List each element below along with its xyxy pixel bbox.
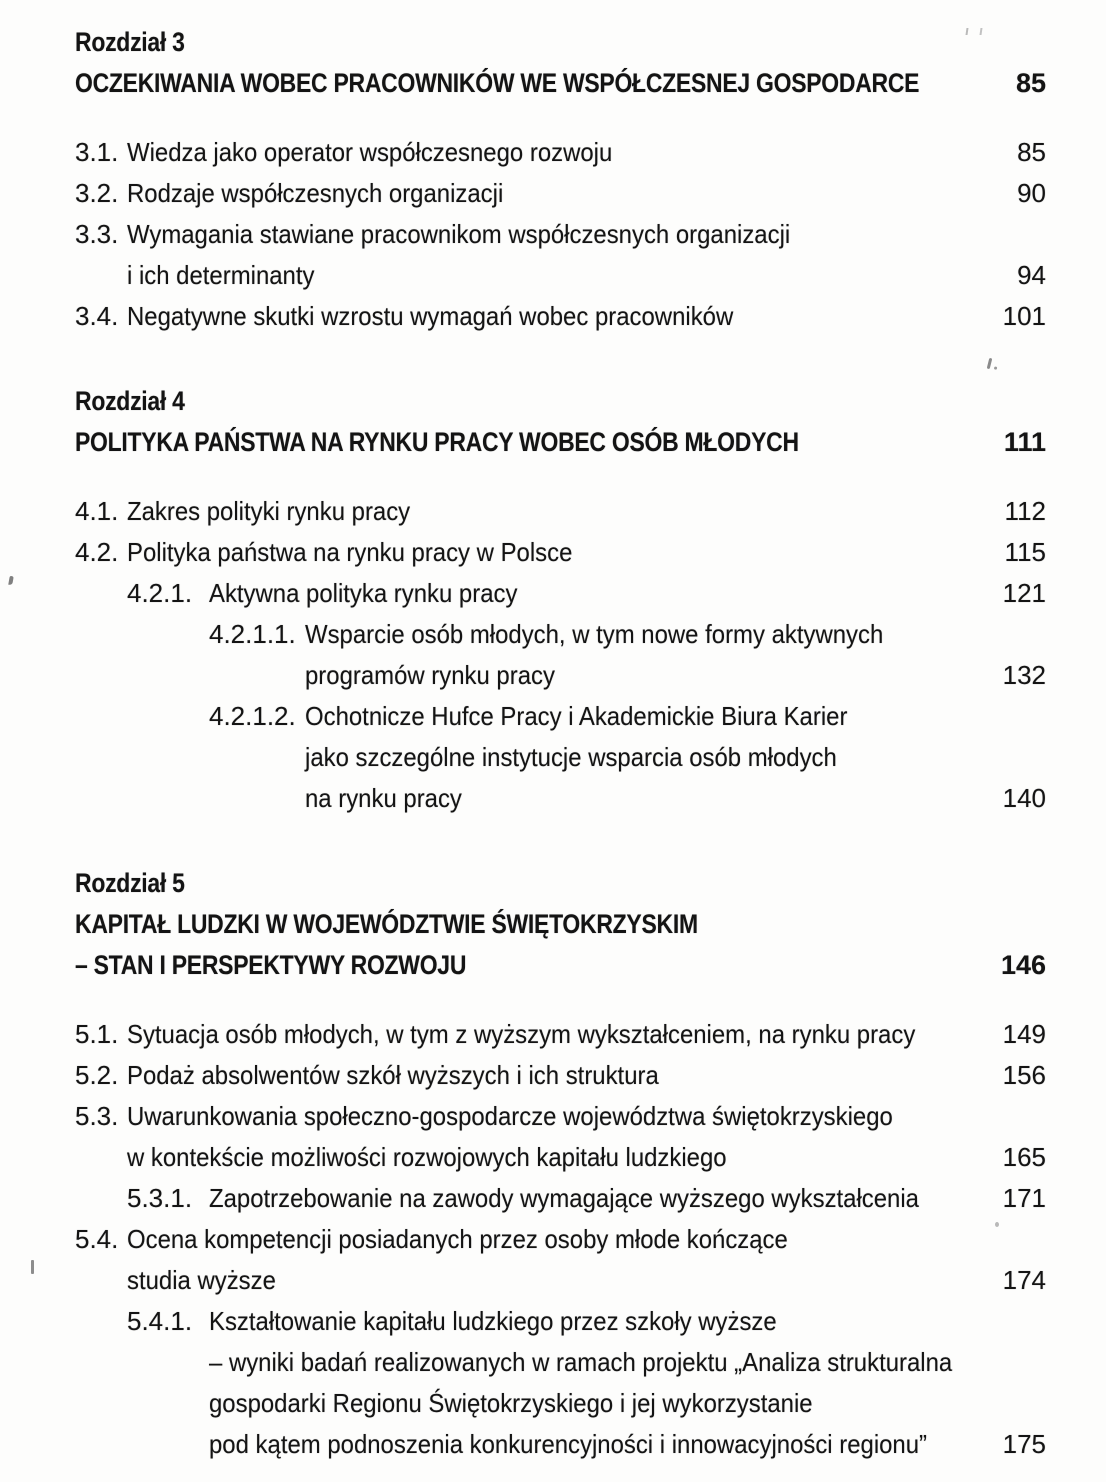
entry-page-number: 156 xyxy=(1002,1060,1046,1090)
chapter-label-text: Rozdział 3 xyxy=(75,27,185,57)
entry-text: Negatywne skutki wzrostu wymagań wobec pracowników xyxy=(127,301,734,331)
chapter-title-line xyxy=(75,904,1046,945)
entry-number: 4.2.1. xyxy=(127,578,193,608)
toc-entry xyxy=(75,1014,1046,1055)
entry-text: Aktywna polityka rynku pracy xyxy=(209,578,518,608)
entry-number: 5.4.1. xyxy=(127,1306,193,1336)
entry-text: Wiedza jako operator współczesnego rozwoju xyxy=(127,137,613,167)
toc-entry xyxy=(75,214,1046,255)
entry-page-number: 175 xyxy=(1002,1429,1046,1459)
entry-number: 4.2.1.2. xyxy=(209,701,296,731)
scan-artifact xyxy=(995,1222,999,1227)
toc-entry-continuation xyxy=(75,1137,1046,1178)
spacer xyxy=(75,986,1046,1014)
chapter-title-line xyxy=(75,945,1046,986)
entry-text: Zapotrzebowanie na zawody wymagające wyższego wykształcenia xyxy=(209,1183,919,1213)
chapter-title-text: – STAN I PERSPEKTYWY ROZWOJU xyxy=(75,950,467,980)
entry-text: Kształtowanie kapitału ludzkiego przez szkoły wyższe xyxy=(209,1306,777,1336)
entry-number: 3.3. xyxy=(75,219,119,249)
entry-page-number: 115 xyxy=(1004,537,1046,567)
toc-entry xyxy=(75,1301,1046,1342)
chapter-title-line xyxy=(75,422,1046,463)
toc-entry xyxy=(75,532,1046,573)
toc-entry-continuation xyxy=(75,1260,1046,1301)
table-of-contents xyxy=(75,22,1046,1465)
entry-text: w kontekście możliwości rozwojowych kapitału ludzkiego xyxy=(127,1142,727,1172)
chapter-title-text: KAPITAŁ LUDZKI W WOJEWÓDZTWIE ŚWIĘTOKRZYSKIM xyxy=(75,909,698,939)
chapter-page-number: 85 xyxy=(1015,68,1046,98)
entry-number: 3.2. xyxy=(75,178,119,208)
entry-number: 5.2. xyxy=(75,1060,119,1090)
entry-text: Polityka państwa na rynku pracy w Polsce xyxy=(127,537,573,567)
entry-number: 3.1. xyxy=(75,137,119,167)
toc-entry xyxy=(75,614,1046,655)
entry-page-number: 101 xyxy=(1002,301,1046,331)
chapter-label-text: Rozdział 5 xyxy=(75,868,185,898)
toc-entry-continuation xyxy=(75,737,1046,778)
toc-entry-continuation xyxy=(75,655,1046,696)
toc-entry-continuation xyxy=(75,1424,1046,1465)
chapter-label-text: Rozdział 4 xyxy=(75,386,185,416)
chapter-page-number: 111 xyxy=(1003,427,1046,457)
entry-number: 5.4. xyxy=(75,1224,119,1254)
entry-text: jako szczególne instytucje wsparcia osób młodych xyxy=(305,742,837,772)
scan-artifact xyxy=(966,28,983,35)
entry-text: Uwarunkowania społeczno-gospodarcze województwa świętokrzyskiego xyxy=(127,1101,893,1131)
entry-page-number: 149 xyxy=(1002,1019,1046,1049)
toc-entry xyxy=(75,173,1046,214)
toc-entry-continuation xyxy=(75,1383,1046,1424)
entry-text: Wymagania stawiane pracownikom współczesnych organizacji xyxy=(127,219,791,249)
toc-entry-continuation xyxy=(75,778,1046,819)
entry-page-number: 171 xyxy=(1002,1183,1046,1213)
toc-entry xyxy=(75,132,1046,173)
toc-entry xyxy=(75,491,1046,532)
entry-number: 4.2.1.1. xyxy=(209,619,296,649)
entry-text: Ocena kompetencji posiadanych przez osoby młode kończące xyxy=(127,1224,788,1254)
entry-text: Sytuacja osób młodych, w tym z wyższym wykształceniem, na rynku pracy xyxy=(127,1019,916,1049)
scan-artifact xyxy=(8,576,14,586)
chapter-label xyxy=(75,22,1046,63)
chapter-title-text: OCZEKIWANIA WOBEC PRACOWNIKÓW WE WSPÓŁCZESNEJ GOSPODARCE xyxy=(75,68,920,98)
spacer xyxy=(75,337,1046,381)
entry-text: pod kątem podnoszenia konkurencyjności i innowacyjności regionu” xyxy=(209,1429,928,1459)
entry-text: gospodarki Regionu Świętokrzyskiego i jej wykorzystanie xyxy=(209,1388,813,1418)
entry-page-number: 90 xyxy=(1017,178,1046,208)
toc-entry-continuation xyxy=(75,255,1046,296)
spacer xyxy=(75,819,1046,863)
entry-page-number: 121 xyxy=(1002,578,1046,608)
entry-text: Rodzaje współczesnych organizacji xyxy=(127,178,504,208)
toc-entry-continuation xyxy=(75,1342,1046,1383)
entry-text: Wsparcie osób młodych, w tym nowe formy aktywnych xyxy=(305,619,884,649)
entry-page-number: 140 xyxy=(1002,783,1046,813)
entry-page-number: 165 xyxy=(1002,1142,1046,1172)
entry-text: i ich determinanty xyxy=(127,260,315,290)
chapter-title-text: POLITYKA PAŃSTWA NA RYNKU PRACY WOBEC OSÓB MŁODYCH xyxy=(75,427,799,457)
toc-entry xyxy=(75,1096,1046,1137)
toc-entry xyxy=(75,296,1046,337)
chapter-label xyxy=(75,381,1046,422)
entry-number: 4.2. xyxy=(75,537,119,567)
entry-page-number: 94 xyxy=(1017,260,1046,290)
entry-number: 5.1. xyxy=(75,1019,119,1049)
entry-page-number: 174 xyxy=(1002,1265,1046,1295)
entry-text: Ochotnicze Hufce Pracy i Akademickie Biura Karier xyxy=(305,701,848,731)
entry-text: Podaż absolwentów szkół wyższych i ich struktura xyxy=(127,1060,659,1090)
entry-number: 4.1. xyxy=(75,496,119,526)
entry-number: 5.3.1. xyxy=(127,1183,193,1213)
toc-entry xyxy=(75,1178,1046,1219)
chapter-label xyxy=(75,863,1046,904)
entry-text: – wyniki badań realizowanych w ramach projektu „Analiza strukturalna xyxy=(209,1347,953,1377)
entry-text: Zakres polityki rynku pracy xyxy=(127,496,411,526)
entry-text: programów rynku pracy xyxy=(305,660,555,690)
toc-entry xyxy=(75,1219,1046,1260)
chapter-page-number: 146 xyxy=(1000,950,1046,980)
toc-entry xyxy=(75,573,1046,614)
entry-page-number: 132 xyxy=(1002,660,1046,690)
entry-number: 5.3. xyxy=(75,1101,119,1131)
chapter-title-line xyxy=(75,63,1046,104)
scan-artifact xyxy=(31,1260,34,1274)
toc-entry xyxy=(75,696,1046,737)
toc-entry xyxy=(75,1055,1046,1096)
entry-page-number: 112 xyxy=(1004,496,1046,526)
entry-number: 3.4. xyxy=(75,301,119,331)
entry-page-number: 85 xyxy=(1017,137,1046,167)
entry-text: studia wyższe xyxy=(127,1265,276,1295)
entry-text: na rynku pracy xyxy=(305,783,462,813)
spacer xyxy=(75,463,1046,491)
spacer xyxy=(75,104,1046,132)
